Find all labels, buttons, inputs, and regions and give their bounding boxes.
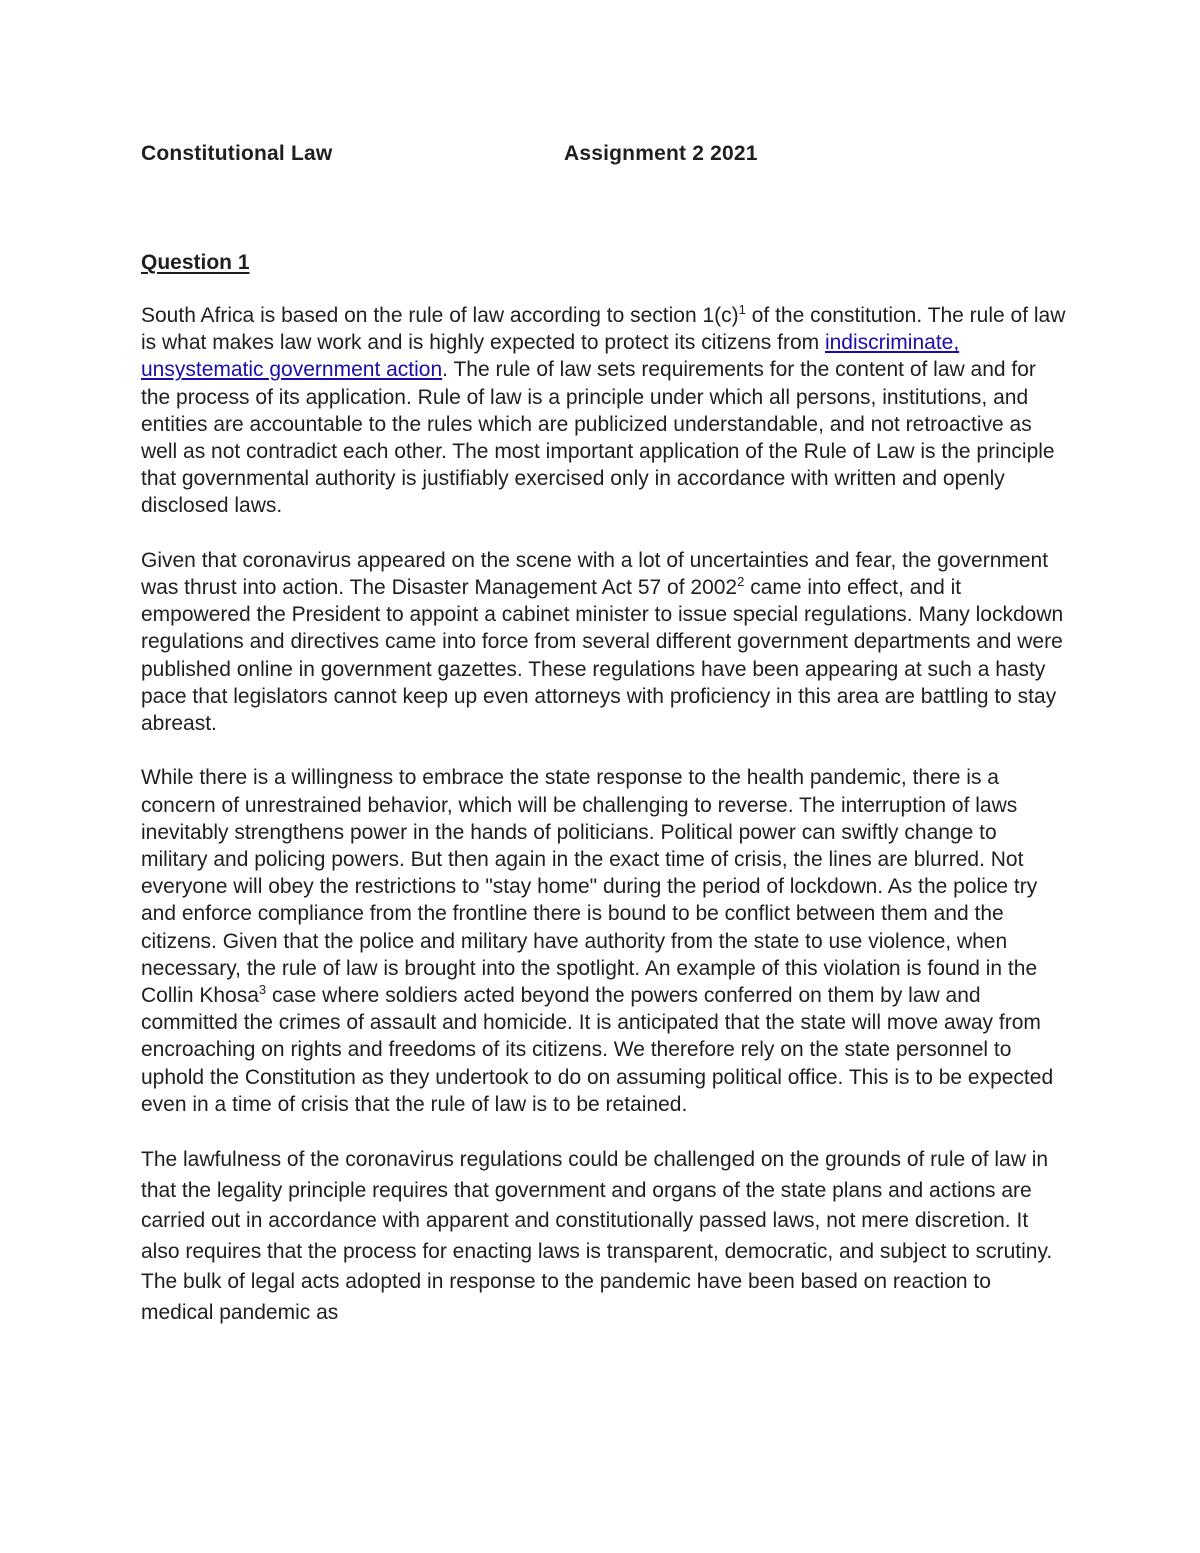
paragraph-1-text-b: of the constitution. The rule of law is what makes law work and is highly expected to protect its citizens from: [141, 304, 1066, 355]
question-heading: Question 1: [141, 251, 250, 274]
document-body: [141, 302, 1066, 1355]
paragraph-4-text-a: The lawfulness of the coronavirus regulations could be challenged on the grounds of rule of law in that the legality principle requires that government and organs of the state plans and actions are carried out in accordance with apparent and constitutionally passed laws, not mere discretion. It also requires that the process for enacting laws is transparent, democratic, and subject to scrutiny. The bulk of legal acts adopted in response to the pandemic have been based on reaction to medical pandemic as: [141, 1148, 1053, 1324]
document-header: [141, 142, 1061, 172]
paragraph-2-text-b: came into effect, and it empowered the President to appoint a cabinet minister to issue special regulations. Many lockdown regulations and directives came into force from several different government departments and were published online in government gazettes. These regulations have been appearing at such a hasty pace that legislators cannot keep up even attorneys with proficiency in this area are battling to stay abreast.: [141, 576, 1064, 736]
paragraph-3: [141, 764, 1066, 1118]
footnote-marker-2[interactable]: 2: [737, 574, 745, 590]
footnote-marker-1[interactable]: 1: [738, 302, 746, 318]
paragraph-3-text-a: While there is a willingness to embrace the state response to the health pandemic, there is a concern of unrestrained behavior, which will be challenging to reverse. The interruption of laws inevitably strengthens power in the hands of politicians. Political power can swiftly change to military and policing powers. But then again in the exact time of crisis, the lines are blurred. Not everyone will obey the restrictions to "stay home" during the period of lockdown. As the police try and enforce compliance from the frontline there is bound to be conflict between them and the citizens. Given that the police and military have authority from the state to use violence, when necessary, the rule of law is brought into the spotlight. An example of this violation is found in the Collin Khosa: [141, 766, 1038, 1008]
hyperlink-government-action[interactable]: indiscriminate, unsystematic government action: [141, 331, 960, 382]
course-title: Constitutional Law: [141, 142, 333, 165]
paragraph-1-text-c: . The rule of law sets requirements for the content of law and for the process of its application. Rule of law is a principle under which all persons, institutions, and entities are accountable to the rules which are publicized understandable, and not retroactive as well as not contradict each other. The most important application of the Rule of Law is the principle that governmental authority is justifiably exercised only in accordance with written and openly disclosed laws.: [141, 358, 1055, 518]
assignment-title: Assignment 2 2021: [564, 142, 758, 165]
footnote-marker-3[interactable]: 3: [258, 982, 267, 998]
paragraph-1-text-a: South Africa is based on the rule of law according to section 1(c): [141, 304, 739, 327]
paragraph-1: [141, 302, 1066, 520]
paragraph-2-text-a: Given that coronavirus appeared on the scene with a lot of uncertainties and fear, the government was thrust into action. The Disaster Management Act 57 of 2002: [141, 548, 1049, 600]
paragraph-2: [141, 547, 1066, 737]
paragraph-4: [141, 1145, 1066, 1328]
paragraph-3-text-b: case where soldiers acted beyond the powers conferred on them by law and committed the crimes of assault and homicide. It is anticipated that the state will move away from encroaching on rights and freedoms of its citizens. We therefore rely on the state personnel to uphold the Constitution as they undertook to do on assuming political office. This is to be expected even in a time of crisis that the rule of law is to be retained.: [141, 984, 1054, 1116]
